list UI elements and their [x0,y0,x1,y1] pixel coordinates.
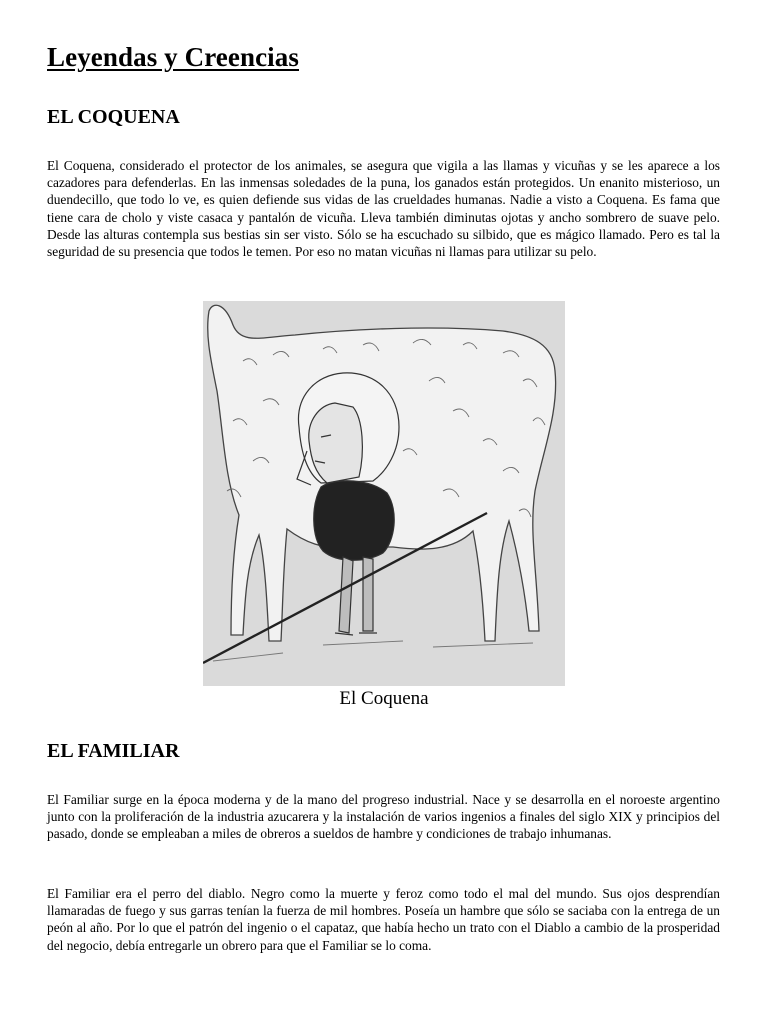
paragraph-familiar-description: El Familiar era el perro del diablo. Negro como la muerte y feroz como todo el mal del mundo. Sus ojos desprendían llamaradas de fuego y sus garras tenían la fuerza de mil hombres. Poseía un hambre que sólo se saciaba con la entrega de un peón al año. Por lo que el patrón del ingenio o el capataz, que había hecho un trato con el Diablo a cambio de la prosperidad del negocio, debía entregarle un obrero para que el Familiar se lo coma. [47,886,720,953]
paragraph-coquena: El Coquena, considerado el protector de los animales, se asegura que vigila a las llamas y vicuñas y se les aparece a los cazadores para defenderlas. En las inmensas soledades de la puna, los ganados están protegidos. Un enanito misterioso, un duendecillo, que todo lo ve, es quien defiende sus vidas de las crueldades humanas. Nadie a visto a Coquena. Es fama que tiene cara de cholo y viste casaca y pantalón de vicuña. Lleva también diminutas ojotas y ancho sombrero de suave pelo. Desde las alturas contempla sus bestias sin ser visto. Sólo se ha escuchado su silbido, que es mágico llamado. Pero es tal la seguridad de su presencia que todos le temen. Por eso no matan vicuñas ni llamas para utilizar su pelo. [47,158,720,260]
paragraph-familiar-origin: El Familiar surge en la época moderna y de la mano del progreso industrial. Nace y se desarrolla en el noroeste argentino junto con la proliferación de la industria azucarera y la instalación de varios ingenios a finales del siglo XIX y principios del pasado, donde se empleaban a miles de obreros a sueldos de hambre y condiciones de trabajo inhumanas. [47,792,720,842]
figure-caption: El Coquena [339,688,429,709]
document-title: Leyendas y Creencias [47,42,299,72]
coquena-illustration [203,301,565,686]
section-heading-el-coquena: EL COQUENA [47,106,180,128]
section-heading-el-familiar: EL FAMILIAR [47,740,180,762]
